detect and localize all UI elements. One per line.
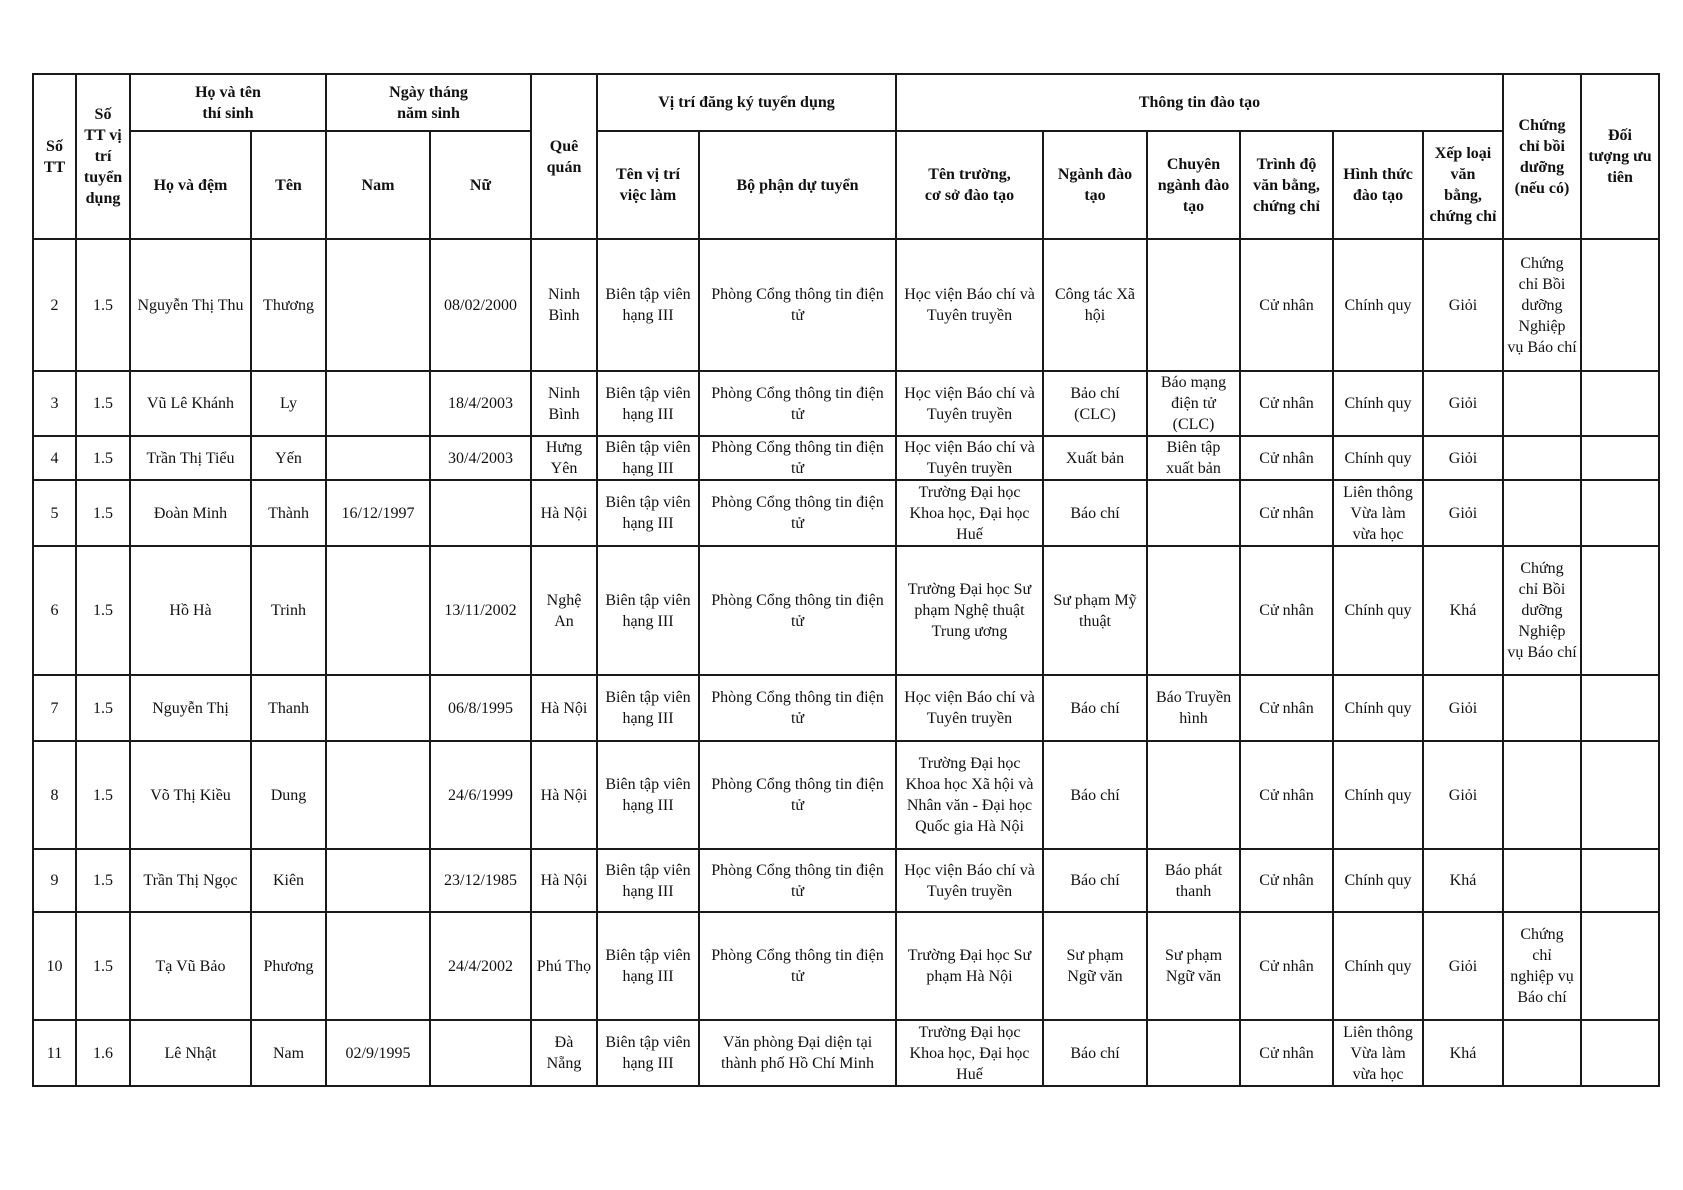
cell-nam (326, 371, 430, 436)
cell-ten-truong: Học viện Báo chí và Tuyên truyền (896, 436, 1043, 480)
cell-ten-truong: Học viện Báo chí và Tuyên truyền (896, 239, 1043, 371)
cell-bo-phan: Phòng Cổng thông tin điện tử (699, 371, 896, 436)
cell-stt: 11 (33, 1020, 76, 1086)
cell-nam (326, 546, 430, 675)
cell-stt: 6 (33, 546, 76, 675)
cell-ho-dem: Hồ Hà (130, 546, 251, 675)
cell-chung-chi: Chứng chỉ Bồi dưỡng Nghiệp vụ Báo chí (1503, 546, 1581, 675)
cell-chung-chi (1503, 371, 1581, 436)
header-doi-tuong: Đối tượng ưu tiên (1581, 74, 1659, 239)
cell-que-quan: Ninh Bình (531, 371, 597, 436)
cell-hinh-thuc: Chính quy (1333, 741, 1423, 849)
cell-vi-tri-tt: 1.5 (76, 239, 130, 371)
cell-doi-tuong (1581, 239, 1659, 371)
cell-xep-loai: Giỏi (1423, 480, 1503, 546)
cell-hinh-thuc: Chính quy (1333, 436, 1423, 480)
cell-nganh: Bảo chí (CLC) (1043, 371, 1147, 436)
cell-ten-vi-tri: Biên tập viên hạng III (597, 480, 699, 546)
cell-hinh-thuc: Chính quy (1333, 675, 1423, 741)
cell-ten-vi-tri: Biên tập viên hạng III (597, 849, 699, 912)
table-row (33, 1020, 1659, 1086)
cell-chung-chi (1503, 675, 1581, 741)
cell-trinh-do: Cử nhân (1240, 436, 1333, 480)
header-ten-vi-tri: Tên vị trí việc làm (597, 131, 699, 239)
header-so-tt: Số TT (33, 74, 76, 239)
cell-trinh-do: Cử nhân (1240, 1020, 1333, 1086)
cell-ten: Thành (251, 480, 326, 546)
cell-chuyen-nganh: Báo phát thanh (1147, 849, 1240, 912)
cell-xep-loai: Giỏi (1423, 675, 1503, 741)
table-row (33, 371, 1659, 436)
cell-nu: 23/12/1985 (430, 849, 531, 912)
cell-chuyen-nganh: Báo Truyền hình (1147, 675, 1240, 741)
cell-ten-truong: Trường Đại học Sư phạm Hà Nội (896, 912, 1043, 1020)
cell-vi-tri-tt: 1.5 (76, 912, 130, 1020)
cell-vi-tri-tt: 1.5 (76, 741, 130, 849)
cell-xep-loai: Khá (1423, 1020, 1503, 1086)
cell-que-quan: Nghệ An (531, 546, 597, 675)
cell-ho-dem: Nguyễn Thị Thu (130, 239, 251, 371)
cell-nu: 24/6/1999 (430, 741, 531, 849)
header-so-tt-vi-tri: Số TT vị trí tuyển dụng (76, 74, 130, 239)
cell-hinh-thuc: Chính quy (1333, 546, 1423, 675)
cell-ten-vi-tri: Biên tập viên hạng III (597, 912, 699, 1020)
cell-chung-chi (1503, 849, 1581, 912)
cell-nam (326, 239, 430, 371)
cell-hinh-thuc: Chính quy (1333, 912, 1423, 1020)
cell-trinh-do: Cử nhân (1240, 912, 1333, 1020)
cell-stt: 2 (33, 239, 76, 371)
cell-ten-vi-tri: Biên tập viên hạng III (597, 741, 699, 849)
cell-vi-tri-tt: 1.5 (76, 675, 130, 741)
header-nganh: Ngành đào tạo (1043, 131, 1147, 239)
cell-que-quan: Đà Nẵng (531, 1020, 597, 1086)
cell-nganh: Báo chí (1043, 741, 1147, 849)
cell-ten: Phương (251, 912, 326, 1020)
cell-ho-dem: Lê Nhật (130, 1020, 251, 1086)
cell-doi-tuong (1581, 675, 1659, 741)
cell-stt: 7 (33, 675, 76, 741)
table-body (33, 239, 1659, 1086)
cell-ten: Ly (251, 371, 326, 436)
cell-nganh: Công tác Xã hội (1043, 239, 1147, 371)
cell-nu: 08/02/2000 (430, 239, 531, 371)
cell-chuyen-nganh (1147, 1020, 1240, 1086)
cell-stt: 10 (33, 912, 76, 1020)
cell-ten-vi-tri: Biên tập viên hạng III (597, 239, 699, 371)
cell-ho-dem: Vũ Lê Khánh (130, 371, 251, 436)
cell-nam (326, 741, 430, 849)
header-trinh-do: Trình độ văn bằng, chứng chỉ (1240, 131, 1333, 239)
cell-chung-chi (1503, 741, 1581, 849)
cell-ten: Nam (251, 1020, 326, 1086)
cell-nam: 02/9/1995 (326, 1020, 430, 1086)
cell-nam (326, 912, 430, 1020)
cell-nganh: Báo chí (1043, 1020, 1147, 1086)
cell-vi-tri-tt: 1.5 (76, 480, 130, 546)
candidate-table (32, 73, 1660, 1087)
table-row (33, 741, 1659, 849)
cell-xep-loai: Giỏi (1423, 371, 1503, 436)
header-nam: Nam (326, 131, 430, 239)
cell-que-quan: Hưng Yên (531, 436, 597, 480)
header-ho-dem: Họ và đệm (130, 131, 251, 239)
cell-trinh-do: Cử nhân (1240, 371, 1333, 436)
cell-que-quan: Hà Nội (531, 675, 597, 741)
cell-hinh-thuc: Chính quy (1333, 849, 1423, 912)
cell-chung-chi (1503, 436, 1581, 480)
cell-chuyen-nganh: Sư phạm Ngữ văn (1147, 912, 1240, 1020)
cell-nu: 30/4/2003 (430, 436, 531, 480)
cell-nam: 16/12/1997 (326, 480, 430, 546)
table-row (33, 912, 1659, 1020)
cell-ho-dem: Đoàn Minh (130, 480, 251, 546)
header-ten: Tên (251, 131, 326, 239)
cell-bo-phan: Phòng Cổng thông tin điện tử (699, 546, 896, 675)
cell-chuyen-nganh (1147, 546, 1240, 675)
cell-vi-tri-tt: 1.5 (76, 849, 130, 912)
cell-chuyen-nganh (1147, 480, 1240, 546)
cell-hinh-thuc: Chính quy (1333, 371, 1423, 436)
cell-bo-phan: Phòng Cổng thông tin điện tử (699, 741, 896, 849)
table-row (33, 239, 1659, 371)
cell-stt: 4 (33, 436, 76, 480)
cell-doi-tuong (1581, 546, 1659, 675)
cell-ten-vi-tri: Biên tập viên hạng III (597, 1020, 699, 1086)
cell-bo-phan: Văn phòng Đại diện tại thành phố Hồ Chí Minh (699, 1020, 896, 1086)
table-row (33, 546, 1659, 675)
cell-vi-tri-tt: 1.6 (76, 1020, 130, 1086)
cell-ten-vi-tri: Biên tập viên hạng III (597, 436, 699, 480)
cell-bo-phan: Phòng Cổng thông tin điện tử (699, 675, 896, 741)
cell-ten-vi-tri: Biên tập viên hạng III (597, 546, 699, 675)
cell-doi-tuong (1581, 912, 1659, 1020)
cell-chuyen-nganh: Báo mạng điện tử (CLC) (1147, 371, 1240, 436)
cell-hinh-thuc: Chính quy (1333, 239, 1423, 371)
cell-doi-tuong (1581, 371, 1659, 436)
cell-bo-phan: Phòng Cổng thông tin điện tử (699, 912, 896, 1020)
cell-nu (430, 480, 531, 546)
cell-hinh-thuc: Liên thông Vừa làm vừa học (1333, 480, 1423, 546)
cell-ten: Kiên (251, 849, 326, 912)
cell-vi-tri-tt: 1.5 (76, 371, 130, 436)
cell-que-quan: Ninh Bình (531, 239, 597, 371)
header-row-2 (33, 131, 1659, 239)
cell-ho-dem: Trần Thị Tiểu (130, 436, 251, 480)
cell-ten: Thương (251, 239, 326, 371)
cell-nu: 13/11/2002 (430, 546, 531, 675)
cell-ten-truong: Trường Đại học Sư phạm Nghệ thuật Trung ương (896, 546, 1043, 675)
cell-stt: 9 (33, 849, 76, 912)
cell-doi-tuong (1581, 1020, 1659, 1086)
cell-ten: Trinh (251, 546, 326, 675)
cell-trinh-do: Cử nhân (1240, 480, 1333, 546)
header-chuyen-nganh: Chuyên ngành đào tạo (1147, 131, 1240, 239)
cell-nam (326, 436, 430, 480)
header-que-quan: Quê quán (531, 74, 597, 239)
header-dao-tao-group: Thông tin đào tạo (896, 74, 1503, 131)
cell-trinh-do: Cử nhân (1240, 546, 1333, 675)
cell-doi-tuong (1581, 849, 1659, 912)
cell-doi-tuong (1581, 436, 1659, 480)
cell-nam (326, 849, 430, 912)
cell-ho-dem: Trần Thị Ngọc (130, 849, 251, 912)
header-row-1 (33, 74, 1659, 131)
cell-vi-tri-tt: 1.5 (76, 546, 130, 675)
header-vi-tri-group: Vị trí đăng ký tuyển dụng (597, 74, 896, 131)
cell-nu (430, 1020, 531, 1086)
cell-chuyen-nganh: Biên tập xuất bản (1147, 436, 1240, 480)
cell-ten-vi-tri: Biên tập viên hạng III (597, 675, 699, 741)
cell-trinh-do: Cử nhân (1240, 239, 1333, 371)
header-ngay-sinh-group: Ngày tháng năm sinh (326, 74, 531, 131)
table-row (33, 436, 1659, 480)
cell-bo-phan: Phòng Cổng thông tin điện tử (699, 436, 896, 480)
header-nu: Nữ (430, 131, 531, 239)
cell-stt: 5 (33, 480, 76, 546)
cell-doi-tuong (1581, 480, 1659, 546)
cell-nganh: Báo chí (1043, 675, 1147, 741)
cell-xep-loai: Giỏi (1423, 436, 1503, 480)
cell-vi-tri-tt: 1.5 (76, 436, 130, 480)
cell-ten-truong: Học viện Báo chí và Tuyên truyền (896, 371, 1043, 436)
cell-trinh-do: Cử nhân (1240, 849, 1333, 912)
header-chung-chi: Chứng chỉ bồi dưỡng (nếu có) (1503, 74, 1581, 239)
cell-que-quan: Phú Thọ (531, 912, 597, 1020)
cell-ho-dem: Võ Thị Kiều (130, 741, 251, 849)
table-row (33, 849, 1659, 912)
cell-nganh: Sư phạm Ngữ văn (1043, 912, 1147, 1020)
cell-nganh: Xuất bản (1043, 436, 1147, 480)
cell-ten-truong: Học viện Báo chí và Tuyên truyền (896, 849, 1043, 912)
cell-chung-chi (1503, 480, 1581, 546)
cell-stt: 8 (33, 741, 76, 849)
cell-ten-truong: Trường Đại học Khoa học, Đại học Huế (896, 1020, 1043, 1086)
header-xep-loai: Xếp loại văn bằng, chứng chỉ (1423, 131, 1503, 239)
cell-chung-chi (1503, 1020, 1581, 1086)
cell-que-quan: Hà Nội (531, 741, 597, 849)
cell-nu: 18/4/2003 (430, 371, 531, 436)
cell-ten-truong: Học viện Báo chí và Tuyên truyền (896, 675, 1043, 741)
cell-trinh-do: Cử nhân (1240, 675, 1333, 741)
cell-nganh: Báo chí (1043, 480, 1147, 546)
cell-chung-chi: Chứng chỉ Bồi dưỡng Nghiệp vụ Báo chí (1503, 239, 1581, 371)
cell-xep-loai: Giỏi (1423, 912, 1503, 1020)
header-hinh-thuc: Hình thức đào tạo (1333, 131, 1423, 239)
cell-nam (326, 675, 430, 741)
cell-hinh-thuc: Liên thông Vừa làm vừa học (1333, 1020, 1423, 1086)
cell-bo-phan: Phòng Cổng thông tin điện tử (699, 849, 896, 912)
cell-que-quan: Hà Nội (531, 849, 597, 912)
cell-ten: Yến (251, 436, 326, 480)
cell-ten: Dung (251, 741, 326, 849)
cell-ten-vi-tri: Biên tập viên hạng III (597, 371, 699, 436)
cell-doi-tuong (1581, 741, 1659, 849)
header-ho-ten-group: Họ và tên thí sinh (130, 74, 326, 131)
table-row (33, 675, 1659, 741)
cell-xep-loai: Khá (1423, 849, 1503, 912)
header-ten-truong: Tên trường, cơ sở đào tạo (896, 131, 1043, 239)
header-bo-phan: Bộ phận dự tuyển (699, 131, 896, 239)
cell-ten-truong: Trường Đại học Khoa học, Đại học Huế (896, 480, 1043, 546)
cell-chung-chi: Chứng chỉ nghiệp vụ Báo chí (1503, 912, 1581, 1020)
cell-nganh: Báo chí (1043, 849, 1147, 912)
cell-chuyen-nganh (1147, 741, 1240, 849)
cell-ho-dem: Nguyễn Thị (130, 675, 251, 741)
cell-ten: Thanh (251, 675, 326, 741)
cell-que-quan: Hà Nội (531, 480, 597, 546)
cell-nganh: Sư phạm Mỹ thuật (1043, 546, 1147, 675)
cell-bo-phan: Phòng Cổng thông tin điện tử (699, 480, 896, 546)
cell-nu: 24/4/2002 (430, 912, 531, 1020)
cell-xep-loai: Khá (1423, 546, 1503, 675)
cell-trinh-do: Cử nhân (1240, 741, 1333, 849)
cell-xep-loai: Giỏi (1423, 239, 1503, 371)
cell-bo-phan: Phòng Cổng thông tin điện tử (699, 239, 896, 371)
cell-xep-loai: Giỏi (1423, 741, 1503, 849)
cell-ten-truong: Trường Đại học Khoa học Xã hội và Nhân văn - Đại học Quốc gia Hà Nội (896, 741, 1043, 849)
cell-nu: 06/8/1995 (430, 675, 531, 741)
cell-chuyen-nganh (1147, 239, 1240, 371)
cell-ho-dem: Tạ Vũ Bảo (130, 912, 251, 1020)
table-row (33, 480, 1659, 546)
cell-stt: 3 (33, 371, 76, 436)
